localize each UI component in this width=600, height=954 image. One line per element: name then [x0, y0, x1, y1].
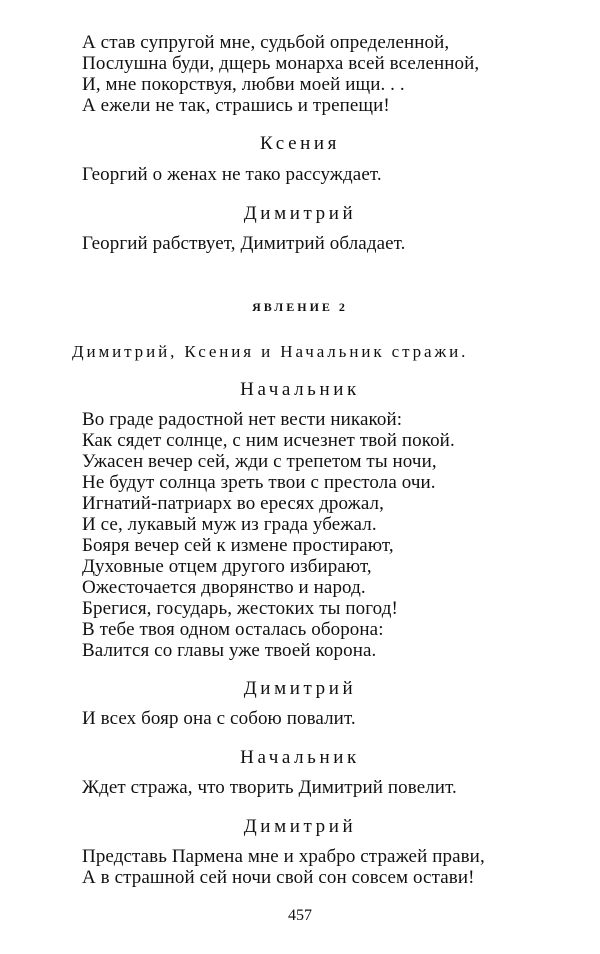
- speaker-name: Ксения: [260, 133, 340, 154]
- page-number: 457: [288, 907, 312, 924]
- verse-line: А в страшной сей ночи свой сон совсем остави!: [82, 867, 475, 888]
- verse-line: И всех бояр она с собою повалит.: [82, 708, 356, 729]
- verse-line: Ожесточается дворянство и народ.: [82, 577, 366, 598]
- verse-line: А ежели не так, страшись и трепещи!: [82, 95, 390, 116]
- verse-line: И, мне покорствуя, любви моей ищи. . .: [82, 74, 405, 95]
- verse-line: Брегися, государь, жестоких ты погод!: [82, 598, 398, 619]
- verse-line: Валится со главы уже твоей корона.: [82, 640, 377, 661]
- verse-line: Как сядет солнце, с ним исчезнет твой покой.: [82, 430, 455, 451]
- speaker-name: Начальник: [240, 747, 360, 768]
- verse-line: Бояря вечер сей к измене простирают,: [82, 535, 394, 556]
- verse-line: Представь Пармена мне и храбро стражей прави,: [82, 846, 485, 867]
- verse-line: Во граде радостной нет вести никакой:: [82, 409, 403, 430]
- verse-line: Духовные отцем другого избирают,: [82, 556, 372, 577]
- verse-line: Не будут солнца зреть твои с престола очи.: [82, 472, 436, 493]
- speaker-name: Димитрий: [243, 678, 357, 699]
- verse-line: И се, лукавый муж из града убежал.: [82, 514, 377, 535]
- speaker-name: Начальник: [240, 379, 360, 400]
- speaker-name: Димитрий: [243, 203, 357, 224]
- verse-line: Ужасен вечер сей, жди с трепетом ты ночи,: [82, 451, 437, 472]
- verse-line: Ждет стража, что творить Димитрий повелит.: [82, 777, 457, 798]
- verse-line: Игнатий-патриарх во ересях дрожал,: [82, 493, 384, 514]
- cast-list: Димитрий, Ксения и Начальник стражи.: [72, 342, 469, 361]
- speaker-name: Димитрий: [243, 816, 357, 837]
- verse-line: Георгий о женах не тако рассуждает.: [82, 164, 382, 185]
- verse-line: Георгий рабствует, Димитрий обладает.: [82, 233, 406, 254]
- scene-heading: ЯВЛЕНИЕ 2: [252, 300, 348, 314]
- verse-line: В тебе твоя одном осталась оборона:: [82, 619, 384, 640]
- verse-line: А став супругой мне, судьбой определенной,: [82, 32, 450, 53]
- verse-line: Послушна буди, дщерь монарха всей вселенной,: [82, 53, 480, 74]
